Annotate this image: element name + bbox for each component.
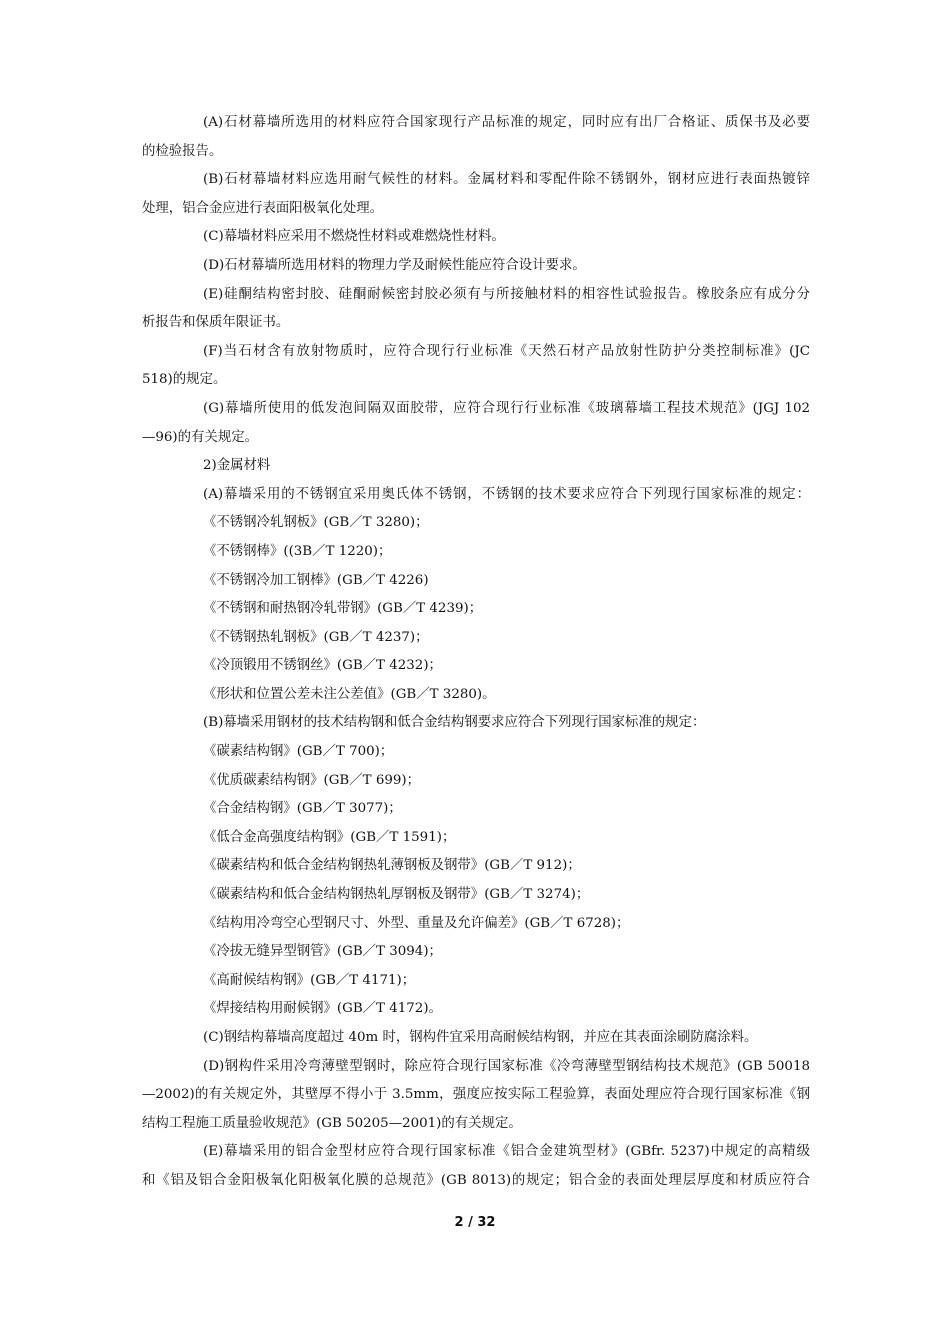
- text-line: 《碳素结构钢》(GB／T 700)；: [203, 744, 394, 760]
- text-line: 《低合金高强度结构钢》(GB／T 1591)；: [203, 829, 456, 845]
- text-line: (E)幕墙采用的铝合金型材应符合现行国家标准《铝合金建筑型材》(GBfr. 5237)中规定的高精级: [203, 1144, 810, 1160]
- text-line: —96)的有关规定。: [142, 429, 258, 445]
- text-line: —2002)的有关规定外，其壁厚不得小于 3.5mm，强度应按实际工程验算，表面处理应符合现行国家标准《钢: [142, 1087, 810, 1103]
- text-line: (B)幕墙采用钢材的技术结构钢和低合金结构钢要求应符合下列现行国家标准的规定：: [203, 715, 706, 731]
- text-line: 《高耐候结构钢》(GB／T 4171)；: [203, 972, 416, 988]
- text-line: 《不锈钢热轧钢板》(GB／T 4237)；: [203, 629, 429, 645]
- text-line: 《合金结构钢》(GB／T 3077)；: [203, 801, 402, 817]
- text-line: 《优质碳素结构钢》(GB／T 699)；: [203, 772, 421, 788]
- page-number: 2 / 32: [454, 1215, 496, 1230]
- text-line: (C)钢结构幕墙高度超过 40m 时，钢构件宜采用高耐候结构钢，并应在其表面涂刷防腐涂料。: [203, 1030, 758, 1045]
- text-line: 《焊接结构用耐候钢》(GB／T 4172)。: [203, 1001, 442, 1017]
- text-line: 2)金属材料: [203, 458, 271, 474]
- text-line: (E)硅酮结构密封胶、硅酮耐候密封胶必须有与所接触材料的相容性试验报告。橡胶条应有成分分: [203, 286, 810, 302]
- text-line: (D)钢构件采用冷弯薄壁型钢时，除应符合现行国家标准《冷弯薄壁型钢结构技术规范》(GB 50018: [203, 1058, 810, 1074]
- text-line: 518)的规定。: [142, 372, 227, 388]
- text-line: 《冷顶锻用不锈钢丝》(GB／T 4232)；: [203, 658, 442, 674]
- text-line: (D)石材幕墙所选用材料的物理力学及耐候性能应符合设计要求。: [203, 257, 586, 273]
- text-line: (A)石材幕墙所选用的材料应符合国家现行产品标准的规定，同时应有出厂合格证、质保书及必要: [203, 115, 810, 130]
- text-line: 《碳素结构和低合金结构钢热轧薄钢板及钢带》(GB／T 912)；: [203, 858, 581, 874]
- text-line: 《形状和位置公差未注公差值》(GB／T 3280)。: [203, 686, 496, 702]
- text-line: (B)石材幕墙材料应选用耐气候性的材料。金属材料和零配件除不锈钢外，钢材应进行表面热镀锌: [203, 172, 810, 188]
- text-line: 的检验报告。: [142, 143, 223, 159]
- text-line: (G)幕墙所使用的低发泡间隔双面胶带，应符合现行行业标准《玻璃幕墙工程技术规范》(JGJ 102: [203, 400, 810, 416]
- text-line: 析报告和保质年限证书。: [142, 315, 290, 331]
- text-line: 和《铝及铝合金阳极氧化阳极氧化膜的总规范》(GB 8013)的规定；铝合金的表面处理层厚度和材质应符合: [142, 1172, 810, 1188]
- text-line: 《碳素结构和低合金结构钢热轧厚钢板及钢带》(GB／T 3274)；: [203, 887, 590, 903]
- text-line: 《不锈钢冷加工钢棒》(GB／T 4226): [203, 572, 429, 588]
- text-line: (F)当石材含有放射物质时，应符合现行行业标准《天然石材产品放射性防护分类控制标准》(JC: [203, 343, 810, 359]
- text-line: 《冷拔无缝异型钢管》(GB／T 3094)；: [203, 944, 442, 960]
- text-line: 《不锈钢冷轧钢板》(GB／T 3280)；: [203, 515, 429, 531]
- body-text: [142, 109, 810, 1196]
- text-line: 处理，铝合金应进行表面阳极氧化处理。: [142, 200, 384, 216]
- text-line: (A)幕墙采用的不锈钢宜采用奥氏体不锈钢，不锈钢的技术要求应符合下列现行国家标准的规定：: [203, 486, 810, 502]
- text-line: 《结构用冷弯空心型钢尺寸、外型、重量及允许偏差》(GB／T 6728)；: [203, 915, 630, 931]
- text-line: 结构工程施工质量验收规范》(GB 50205—2001)的有关规定。: [142, 1115, 522, 1131]
- text-line: (C)幕墙材料应采用不燃烧性材料或难燃烧性材料。: [203, 229, 505, 245]
- text-line: 《不锈钢和耐热钢冷轧带钢》(GB／T 4239)；: [203, 601, 483, 617]
- text-line: 《不锈钢棒》((3B／T 1220)；: [203, 543, 392, 559]
